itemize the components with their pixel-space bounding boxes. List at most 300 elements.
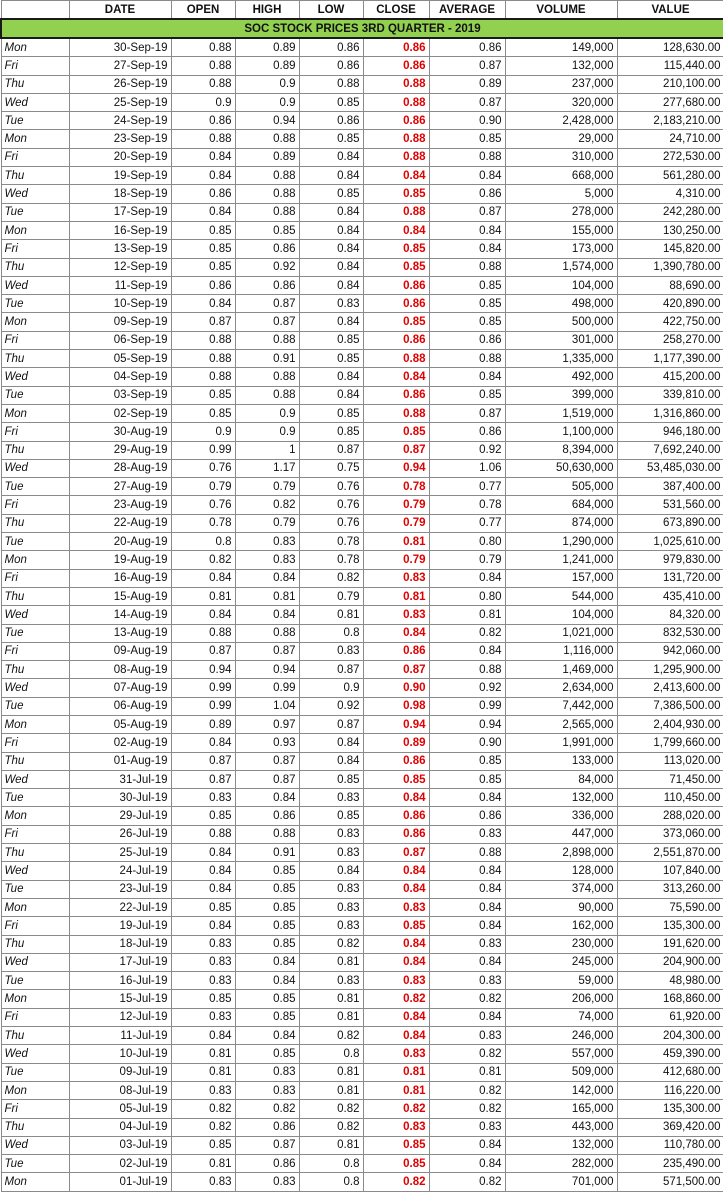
- cell-low: 0.85: [299, 404, 363, 422]
- cell-close: 0.84: [363, 862, 429, 880]
- cell-close: 0.85: [363, 1155, 429, 1173]
- cell-close: 0.88: [363, 203, 429, 221]
- cell-day: Wed: [1, 1045, 69, 1063]
- cell-high: 1: [235, 441, 299, 459]
- cell-open: 0.85: [171, 990, 235, 1008]
- cell-day: Wed: [1, 276, 69, 294]
- col-header-high: HIGH: [235, 1, 299, 20]
- cell-average: 0.86: [429, 807, 505, 825]
- cell-average: 0.77: [429, 478, 505, 496]
- cell-low: 0.85: [299, 770, 363, 788]
- cell-close: 0.82: [363, 990, 429, 1008]
- cell-value: 115,440.00: [617, 57, 723, 75]
- cell-date: 13-Sep-19: [69, 240, 171, 258]
- cell-volume: 1,574,000: [505, 258, 617, 276]
- cell-average: 0.92: [429, 441, 505, 459]
- cell-close: 0.86: [363, 331, 429, 349]
- cell-open: 0.83: [171, 935, 235, 953]
- cell-value: 1,025,610.00: [617, 533, 723, 551]
- cell-day: Thu: [1, 935, 69, 953]
- cell-value: 4,310.00: [617, 185, 723, 203]
- cell-date: 03-Sep-19: [69, 386, 171, 404]
- cell-close: 0.79: [363, 496, 429, 514]
- cell-value: 832,530.00: [617, 624, 723, 642]
- cell-date: 04-Sep-19: [69, 368, 171, 386]
- cell-day: Mon: [1, 404, 69, 422]
- cell-average: 0.85: [429, 770, 505, 788]
- cell-day: Tue: [1, 697, 69, 715]
- cell-high: 0.83: [235, 1173, 299, 1191]
- cell-open: 0.84: [171, 1027, 235, 1045]
- col-header-average: AVERAGE: [429, 1, 505, 20]
- cell-date: 20-Sep-19: [69, 148, 171, 166]
- cell-close: 0.88: [363, 93, 429, 111]
- cell-date: 31-Jul-19: [69, 770, 171, 788]
- cell-day: Mon: [1, 38, 69, 57]
- cell-date: 16-Aug-19: [69, 569, 171, 587]
- cell-value: 561,280.00: [617, 167, 723, 185]
- cell-day: Fri: [1, 1100, 69, 1118]
- cell-date: 11-Sep-19: [69, 276, 171, 294]
- table-row: [1, 642, 723, 660]
- cell-open: 0.81: [171, 587, 235, 605]
- cell-close: 0.83: [363, 1045, 429, 1063]
- cell-high: 0.83: [235, 533, 299, 551]
- table-row: [1, 75, 723, 93]
- cell-close: 0.85: [363, 1136, 429, 1154]
- cell-high: 0.85: [235, 1045, 299, 1063]
- cell-open: 0.84: [171, 148, 235, 166]
- cell-date: 29-Jul-19: [69, 807, 171, 825]
- cell-average: 0.87: [429, 404, 505, 422]
- cell-low: 0.86: [299, 112, 363, 130]
- cell-value: 1,390,780.00: [617, 258, 723, 276]
- cell-close: 0.86: [363, 276, 429, 294]
- cell-close: 0.86: [363, 57, 429, 75]
- cell-volume: 84,000: [505, 770, 617, 788]
- cell-value: 369,420.00: [617, 1118, 723, 1136]
- cell-close: 0.86: [363, 112, 429, 130]
- cell-value: 131,720.00: [617, 569, 723, 587]
- cell-volume: 443,000: [505, 1118, 617, 1136]
- cell-open: 0.83: [171, 1081, 235, 1099]
- cell-average: 0.90: [429, 734, 505, 752]
- cell-date: 12-Jul-19: [69, 1008, 171, 1026]
- cell-date: 23-Jul-19: [69, 880, 171, 898]
- cell-date: 01-Jul-19: [69, 1173, 171, 1191]
- cell-low: 0.76: [299, 496, 363, 514]
- table-row: [1, 661, 723, 679]
- cell-high: 0.81: [235, 587, 299, 605]
- cell-close: 0.85: [363, 313, 429, 331]
- cell-average: 0.88: [429, 350, 505, 368]
- table-row: [1, 1063, 723, 1081]
- table-row: [1, 533, 723, 551]
- cell-high: 0.89: [235, 57, 299, 75]
- cell-value: 420,890.00: [617, 295, 723, 313]
- col-header-close: CLOSE: [363, 1, 429, 20]
- cell-volume: 399,000: [505, 386, 617, 404]
- cell-day: Tue: [1, 1063, 69, 1081]
- cell-date: 23-Sep-19: [69, 130, 171, 148]
- cell-close: 0.86: [363, 825, 429, 843]
- cell-volume: 157,000: [505, 569, 617, 587]
- cell-open: 0.84: [171, 203, 235, 221]
- cell-value: 242,280.00: [617, 203, 723, 221]
- cell-close: 0.90: [363, 679, 429, 697]
- cell-value: 71,450.00: [617, 770, 723, 788]
- col-header-day: [1, 1, 69, 20]
- cell-close: 0.84: [363, 880, 429, 898]
- cell-average: 0.90: [429, 112, 505, 130]
- cell-high: 0.89: [235, 148, 299, 166]
- cell-close: 0.86: [363, 38, 429, 57]
- cell-high: 1.17: [235, 459, 299, 477]
- cell-low: 0.92: [299, 697, 363, 715]
- table-row: [1, 697, 723, 715]
- cell-close: 0.84: [363, 368, 429, 386]
- cell-date: 16-Sep-19: [69, 221, 171, 239]
- cell-date: 11-Jul-19: [69, 1027, 171, 1045]
- cell-value: 84,320.00: [617, 606, 723, 624]
- cell-day: Fri: [1, 57, 69, 75]
- cell-value: 235,490.00: [617, 1155, 723, 1173]
- cell-volume: 2,428,000: [505, 112, 617, 130]
- cell-day: Thu: [1, 661, 69, 679]
- cell-average: 0.84: [429, 569, 505, 587]
- cell-date: 06-Aug-19: [69, 697, 171, 715]
- cell-day: Mon: [1, 807, 69, 825]
- cell-value: 135,300.00: [617, 917, 723, 935]
- table-row: [1, 1008, 723, 1026]
- cell-day: Thu: [1, 441, 69, 459]
- cell-low: 0.81: [299, 990, 363, 1008]
- cell-value: 204,300.00: [617, 1027, 723, 1045]
- table-row: [1, 93, 723, 111]
- cell-volume: 1,241,000: [505, 551, 617, 569]
- table-row: [1, 112, 723, 130]
- cell-open: 0.81: [171, 1155, 235, 1173]
- cell-day: Tue: [1, 112, 69, 130]
- cell-low: 0.78: [299, 533, 363, 551]
- cell-date: 29-Aug-19: [69, 441, 171, 459]
- table-row: [1, 478, 723, 496]
- cell-value: 113,020.00: [617, 752, 723, 770]
- cell-open: 0.84: [171, 606, 235, 624]
- cell-average: 0.86: [429, 38, 505, 57]
- cell-low: 0.81: [299, 606, 363, 624]
- table-row: [1, 185, 723, 203]
- cell-day: Tue: [1, 624, 69, 642]
- cell-close: 0.88: [363, 130, 429, 148]
- cell-value: 1,799,660.00: [617, 734, 723, 752]
- cell-low: 0.9: [299, 679, 363, 697]
- table-row: [1, 606, 723, 624]
- cell-volume: 128,000: [505, 862, 617, 880]
- cell-close: 0.84: [363, 221, 429, 239]
- cell-date: 19-Jul-19: [69, 917, 171, 935]
- cell-value: 116,220.00: [617, 1081, 723, 1099]
- cell-low: 0.83: [299, 642, 363, 660]
- cell-close: 0.84: [363, 1027, 429, 1045]
- cell-volume: 165,000: [505, 1100, 617, 1118]
- cell-low: 0.85: [299, 423, 363, 441]
- cell-value: 210,100.00: [617, 75, 723, 93]
- cell-open: 0.76: [171, 459, 235, 477]
- table-row: [1, 203, 723, 221]
- cell-date: 23-Aug-19: [69, 496, 171, 514]
- table-row: [1, 953, 723, 971]
- cell-low: 0.83: [299, 972, 363, 990]
- cell-day: Mon: [1, 1081, 69, 1099]
- cell-day: Wed: [1, 1136, 69, 1154]
- cell-volume: 1,290,000: [505, 533, 617, 551]
- cell-volume: 1,116,000: [505, 642, 617, 660]
- cell-open: 0.94: [171, 661, 235, 679]
- cell-open: 0.86: [171, 112, 235, 130]
- cell-average: 0.84: [429, 221, 505, 239]
- cell-high: 0.82: [235, 1100, 299, 1118]
- cell-value: 88,690.00: [617, 276, 723, 294]
- cell-low: 0.82: [299, 1118, 363, 1136]
- cell-close: 0.86: [363, 386, 429, 404]
- col-header-low: LOW: [299, 1, 363, 20]
- cell-day: Mon: [1, 551, 69, 569]
- cell-low: 0.84: [299, 167, 363, 185]
- table-row: [1, 148, 723, 166]
- cell-average: 0.87: [429, 57, 505, 75]
- table-row: [1, 368, 723, 386]
- cell-low: 0.81: [299, 1136, 363, 1154]
- table-row: [1, 514, 723, 532]
- table-row: [1, 972, 723, 990]
- cell-value: 946,180.00: [617, 423, 723, 441]
- cell-date: 20-Aug-19: [69, 533, 171, 551]
- cell-value: 2,413,600.00: [617, 679, 723, 697]
- cell-volume: 701,000: [505, 1173, 617, 1191]
- cell-value: 339,810.00: [617, 386, 723, 404]
- cell-high: 0.94: [235, 112, 299, 130]
- cell-day: Mon: [1, 715, 69, 733]
- cell-close: 0.81: [363, 533, 429, 551]
- cell-volume: 230,000: [505, 935, 617, 953]
- col-header-value: VALUE: [617, 1, 723, 20]
- cell-value: 415,200.00: [617, 368, 723, 386]
- cell-high: 0.85: [235, 880, 299, 898]
- cell-day: Wed: [1, 93, 69, 111]
- cell-volume: 2,634,000: [505, 679, 617, 697]
- cell-day: Fri: [1, 569, 69, 587]
- cell-close: 0.87: [363, 661, 429, 679]
- cell-high: 0.83: [235, 1063, 299, 1081]
- table-row: [1, 679, 723, 697]
- cell-day: Wed: [1, 770, 69, 788]
- cell-close: 0.84: [363, 953, 429, 971]
- table-row: [1, 917, 723, 935]
- cell-date: 05-Jul-19: [69, 1100, 171, 1118]
- cell-close: 0.86: [363, 642, 429, 660]
- cell-low: 0.76: [299, 514, 363, 532]
- cell-high: 0.84: [235, 1027, 299, 1045]
- cell-volume: 173,000: [505, 240, 617, 258]
- cell-day: Wed: [1, 953, 69, 971]
- cell-date: 25-Jul-19: [69, 844, 171, 862]
- table-row: [1, 1118, 723, 1136]
- cell-average: 0.84: [429, 953, 505, 971]
- cell-average: 0.81: [429, 606, 505, 624]
- cell-day: Tue: [1, 972, 69, 990]
- cell-open: 0.9: [171, 93, 235, 111]
- cell-value: 531,560.00: [617, 496, 723, 514]
- cell-day: Thu: [1, 514, 69, 532]
- cell-high: 0.85: [235, 1008, 299, 1026]
- cell-low: 0.84: [299, 862, 363, 880]
- cell-low: 0.85: [299, 807, 363, 825]
- cell-high: 0.9: [235, 75, 299, 93]
- cell-volume: 8,394,000: [505, 441, 617, 459]
- cell-low: 0.75: [299, 459, 363, 477]
- table-row: [1, 1027, 723, 1045]
- cell-volume: 447,000: [505, 825, 617, 843]
- cell-average: 0.92: [429, 679, 505, 697]
- table-row: [1, 862, 723, 880]
- cell-date: 25-Sep-19: [69, 93, 171, 111]
- cell-close: 0.83: [363, 898, 429, 916]
- cell-low: 0.78: [299, 551, 363, 569]
- cell-average: 0.84: [429, 167, 505, 185]
- cell-day: Mon: [1, 130, 69, 148]
- cell-high: 0.88: [235, 331, 299, 349]
- cell-close: 0.85: [363, 240, 429, 258]
- cell-average: 1.06: [429, 459, 505, 477]
- cell-value: 277,680.00: [617, 93, 723, 111]
- cell-day: Tue: [1, 386, 69, 404]
- cell-average: 0.82: [429, 990, 505, 1008]
- cell-day: Fri: [1, 331, 69, 349]
- cell-date: 09-Sep-19: [69, 313, 171, 331]
- cell-average: 0.84: [429, 1008, 505, 1026]
- cell-date: 02-Aug-19: [69, 734, 171, 752]
- cell-volume: 29,000: [505, 130, 617, 148]
- cell-high: 0.88: [235, 167, 299, 185]
- cell-date: 17-Jul-19: [69, 953, 171, 971]
- cell-average: 0.82: [429, 1045, 505, 1063]
- cell-low: 0.84: [299, 313, 363, 331]
- cell-average: 0.83: [429, 1118, 505, 1136]
- cell-date: 15-Aug-19: [69, 587, 171, 605]
- table-row: [1, 770, 723, 788]
- cell-volume: 2,898,000: [505, 844, 617, 862]
- table-row: [1, 57, 723, 75]
- table-row: [1, 459, 723, 477]
- cell-close: 0.85: [363, 917, 429, 935]
- cell-open: 0.99: [171, 441, 235, 459]
- cell-average: 0.88: [429, 258, 505, 276]
- cell-open: 0.83: [171, 972, 235, 990]
- cell-day: Mon: [1, 898, 69, 916]
- cell-date: 30-Jul-19: [69, 789, 171, 807]
- cell-average: 0.85: [429, 752, 505, 770]
- cell-average: 0.88: [429, 148, 505, 166]
- table-row: [1, 350, 723, 368]
- cell-date: 26-Sep-19: [69, 75, 171, 93]
- cell-open: 0.83: [171, 1008, 235, 1026]
- cell-high: 0.97: [235, 715, 299, 733]
- cell-volume: 132,000: [505, 1136, 617, 1154]
- table-row: [1, 587, 723, 605]
- cell-average: 0.83: [429, 972, 505, 990]
- cell-value: 979,830.00: [617, 551, 723, 569]
- cell-average: 0.85: [429, 386, 505, 404]
- cell-volume: 7,442,000: [505, 697, 617, 715]
- cell-volume: 1,991,000: [505, 734, 617, 752]
- cell-open: 0.88: [171, 368, 235, 386]
- cell-close: 0.79: [363, 514, 429, 532]
- cell-date: 05-Sep-19: [69, 350, 171, 368]
- cell-day: Thu: [1, 350, 69, 368]
- cell-open: 0.8: [171, 533, 235, 551]
- cell-value: 942,060.00: [617, 642, 723, 660]
- table-row: [1, 386, 723, 404]
- cell-day: Tue: [1, 1155, 69, 1173]
- cell-low: 0.84: [299, 221, 363, 239]
- cell-open: 0.86: [171, 276, 235, 294]
- cell-day: Tue: [1, 789, 69, 807]
- cell-date: 01-Aug-19: [69, 752, 171, 770]
- table-row: [1, 551, 723, 569]
- cell-close: 0.88: [363, 350, 429, 368]
- cell-date: 10-Sep-19: [69, 295, 171, 313]
- cell-close: 0.86: [363, 807, 429, 825]
- cell-value: 107,840.00: [617, 862, 723, 880]
- cell-value: 373,060.00: [617, 825, 723, 843]
- cell-day: Wed: [1, 185, 69, 203]
- cell-volume: 50,630,000: [505, 459, 617, 477]
- col-header-date: DATE: [69, 1, 171, 20]
- table-row: [1, 167, 723, 185]
- cell-average: 0.86: [429, 331, 505, 349]
- cell-high: 0.86: [235, 1118, 299, 1136]
- table-row: [1, 715, 723, 733]
- cell-average: 0.85: [429, 276, 505, 294]
- cell-average: 0.85: [429, 313, 505, 331]
- cell-value: 272,530.00: [617, 148, 723, 166]
- cell-date: 24-Jul-19: [69, 862, 171, 880]
- cell-value: 128,630.00: [617, 38, 723, 57]
- cell-day: Fri: [1, 1008, 69, 1026]
- table-row: [1, 1155, 723, 1173]
- cell-low: 0.84: [299, 203, 363, 221]
- cell-close: 0.86: [363, 295, 429, 313]
- table-row: [1, 990, 723, 1008]
- cell-day: Wed: [1, 606, 69, 624]
- cell-value: 459,390.00: [617, 1045, 723, 1063]
- cell-close: 0.94: [363, 715, 429, 733]
- cell-low: 0.81: [299, 1063, 363, 1081]
- cell-close: 0.85: [363, 185, 429, 203]
- cell-value: 571,500.00: [617, 1173, 723, 1191]
- cell-date: 27-Sep-19: [69, 57, 171, 75]
- cell-date: 22-Jul-19: [69, 898, 171, 916]
- cell-open: 0.89: [171, 715, 235, 733]
- cell-date: 26-Jul-19: [69, 825, 171, 843]
- cell-day: Fri: [1, 496, 69, 514]
- table-row: [1, 295, 723, 313]
- table-row: [1, 240, 723, 258]
- cell-day: Wed: [1, 368, 69, 386]
- cell-date: 19-Sep-19: [69, 167, 171, 185]
- cell-day: Thu: [1, 752, 69, 770]
